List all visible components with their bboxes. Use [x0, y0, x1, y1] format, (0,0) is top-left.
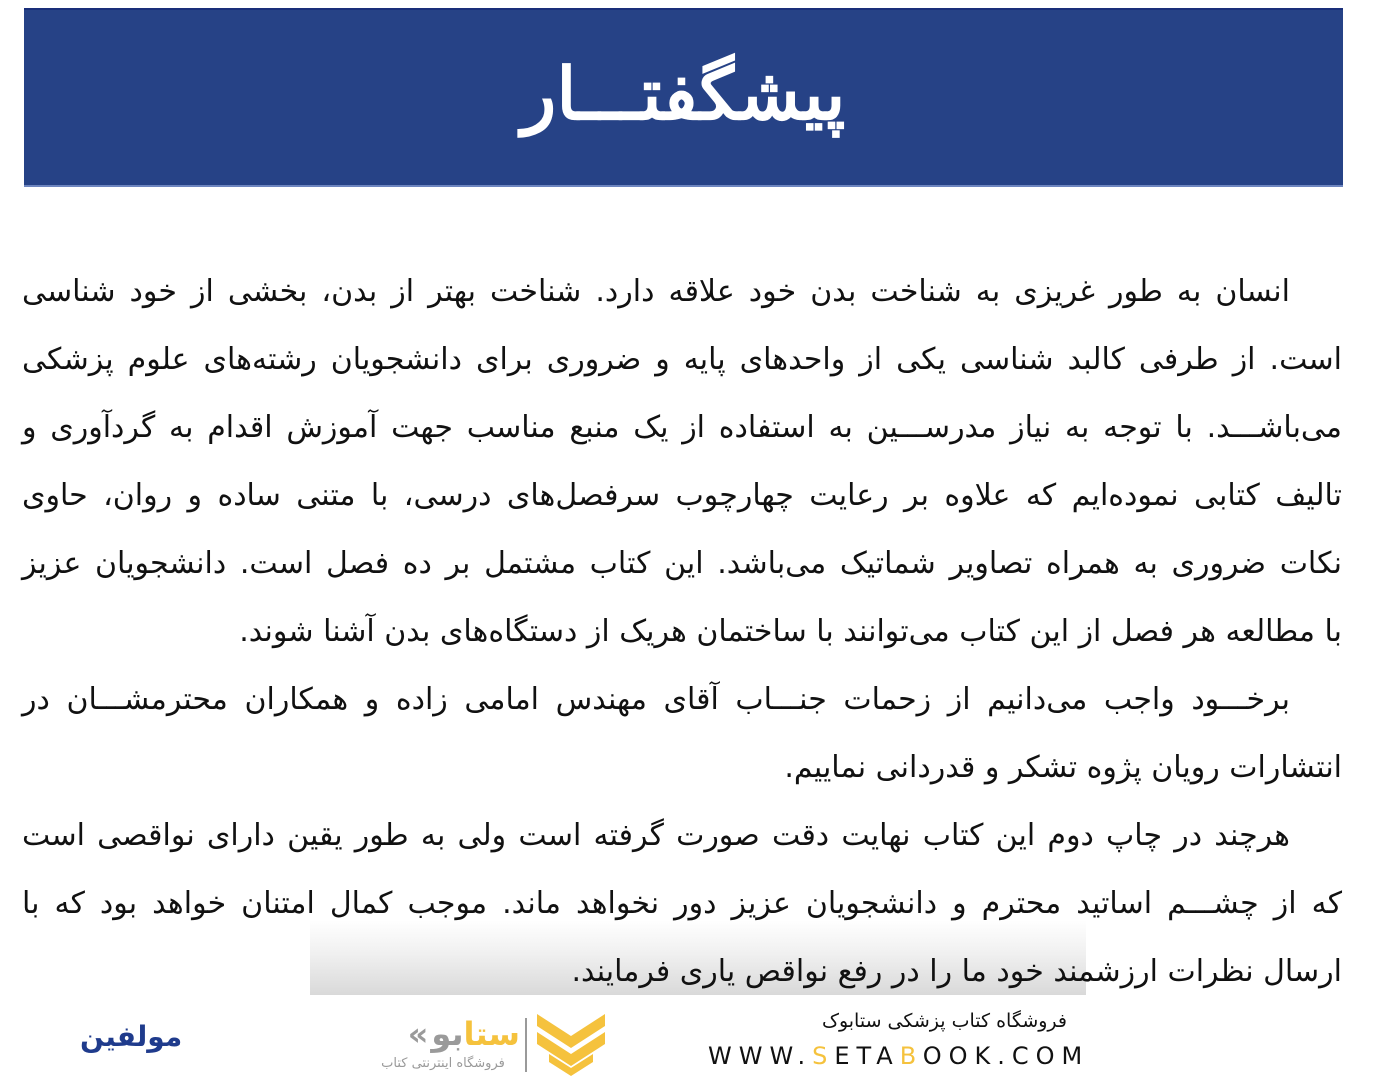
text-line: که از چشـــم اساتید محترم و دانشجویان عزیز دور نخواهد ماند. موجب کمال امتنان خواهد بود که با — [22, 886, 1342, 921]
store-name: فروشگاه کتاب پزشکی ستابوک — [821, 1010, 1067, 1032]
authors-signature: مولفین — [80, 1020, 183, 1053]
text-line: است. از طرفی کالبد شناسی یکی از واحدهای پایه و ضروری برای دانشجویان رشته‌های علوم پزشکی — [22, 342, 1342, 377]
logo-tagline: فروشگاه اینترنتی کتاب — [381, 1056, 505, 1071]
store-info — [708, 1008, 1090, 1080]
text-line: می‌باشـــد. با توجه به نیاز مدرســـین به استفاده از یک منبع مناسب جهت آموزش اقدام به گردآوری و — [22, 410, 1342, 445]
page-footer — [0, 1000, 1395, 1080]
text-line: نکات ضروری به همراه تصاویر شماتیک می‌باشد. این کتاب مشتمل بر ده فصل است. دانشجویان عزیز — [22, 546, 1342, 581]
double-chevron-icon: « — [407, 1015, 428, 1053]
logo-wordmark: « بو ستا — [407, 1015, 520, 1053]
text-line: انسان به طور غریزی به شناخت بدن خود علاقه دارد. شناخت بهتر از بدن، بخشی از خود شناسی — [22, 274, 1290, 309]
store-url[interactable]: WWW.SETABOOK.COM — [708, 1042, 1090, 1070]
text-line: برخـــود واجب می‌دانیم از زحمات جنـــاب آقای مهندس امامی زاده و همکاران محترمشـــان در — [22, 682, 1290, 717]
chevron-shield-icon — [535, 1014, 607, 1076]
preface-body — [22, 258, 1342, 1006]
page-title: پیشگفتـــار — [521, 50, 846, 136]
text-line: هرچند در چاپ دوم این کتاب نهایت دقت صورت گرفته است ولی به طور یقین دارای نواقصی است — [22, 818, 1290, 853]
text-line: تالیف کتابی نموده‌ایم که علاوه بر رعایت چهارچوب سرفصل‌های درسی، با متنی ساده و روان، حاوی — [22, 478, 1342, 513]
text-line: انتشارات رویان پژوه تشکر و قدردانی نماییم. — [784, 750, 1342, 785]
text-line: با مطالعه هر فصل از این کتاب می‌توانند با ساختمان هریک از دستگاه‌های بدن آشنا شوند. — [239, 614, 1342, 649]
logo-divider — [525, 1018, 527, 1072]
setabook-logo — [345, 1014, 607, 1078]
text-line: ارسال نظرات ارزشمند خود ما را در رفع نواقص یاری فرمایند. — [571, 954, 1342, 989]
header-banner — [24, 8, 1343, 187]
